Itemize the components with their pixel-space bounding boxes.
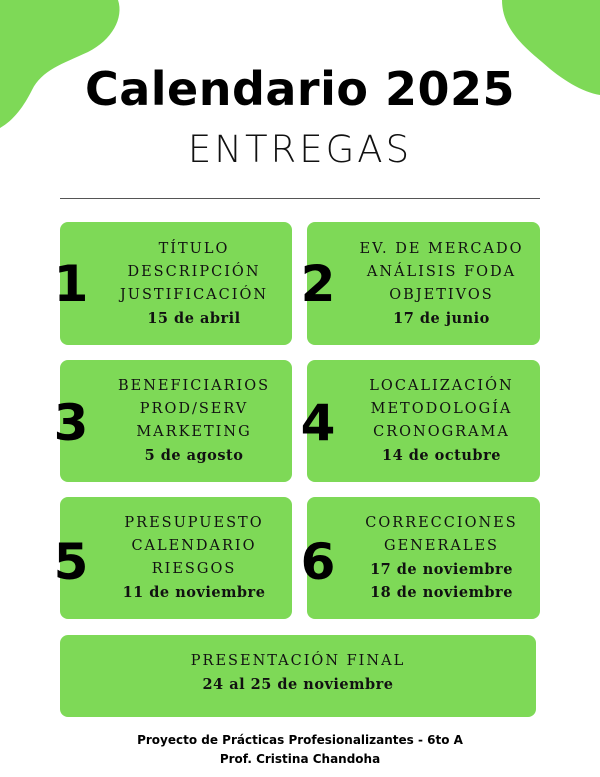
delivery-card-6 [300,497,540,619]
delivery-item: ANÁLISIS FODA [366,263,517,280]
delivery-number: 2 [300,255,336,313]
delivery-date: 15 de abril [147,309,241,327]
delivery-item: LOCALIZACIÓN [369,378,514,394]
page-title: Calendario 2025 [84,62,516,116]
final-presentation-label: PRESENTACIÓN FINAL [190,653,406,669]
delivery-item: OBJETIVOS [389,286,494,303]
delivery-card-4 [300,360,540,482]
delivery-item: BENEFICIARIOS [117,378,271,394]
delivery-card-3 [53,360,292,482]
page-subtitle: ENTREGAS [187,128,413,171]
delivery-item: CRONOGRAMA [373,424,510,440]
delivery-date: 17 de junio [393,309,490,327]
delivery-item: CORRECCIONES [365,515,518,531]
delivery-item: MARKETING [136,424,252,440]
delivery-item: JUSTIFICACIÓN [119,286,269,303]
footer-project: Proyecto de Prácticas Profesionalizantes - 6to A [137,733,463,747]
footer-teacher: Prof. Cristina Chandoha [219,752,381,766]
delivery-number: 1 [53,255,89,313]
delivery-item: TÍTULO [158,240,230,257]
delivery-item: RIESGOS [151,561,237,577]
delivery-number: 5 [53,533,89,591]
divider [60,198,540,199]
delivery-item: CALENDARIO [131,538,257,554]
delivery-item: EV. DE MERCADO [359,240,524,257]
delivery-card-1 [53,222,292,345]
delivery-date: 17 de noviembre [370,561,513,578]
delivery-card-2 [300,222,540,345]
final-presentation-card [60,635,536,717]
delivery-card-5 [53,497,292,619]
delivery-date: 11 de noviembre [122,584,266,601]
delivery-item: DESCRIPCIÓN [127,263,261,280]
final-presentation-date: 24 al 25 de noviembre [202,676,394,693]
delivery-item: PRESUPUESTO [124,515,264,531]
delivery-number: 3 [53,394,89,452]
delivery-item: PROD/SERV [139,401,249,417]
delivery-number: 6 [300,533,336,591]
delivery-date: 5 de agosto [144,447,244,464]
delivery-number: 4 [300,394,336,452]
delivery-item: GENERALES [384,538,499,554]
delivery-date: 18 de noviembre [370,584,513,601]
delivery-date: 14 de octubre [382,447,501,464]
delivery-item: METODOLOGÍA [370,401,513,417]
